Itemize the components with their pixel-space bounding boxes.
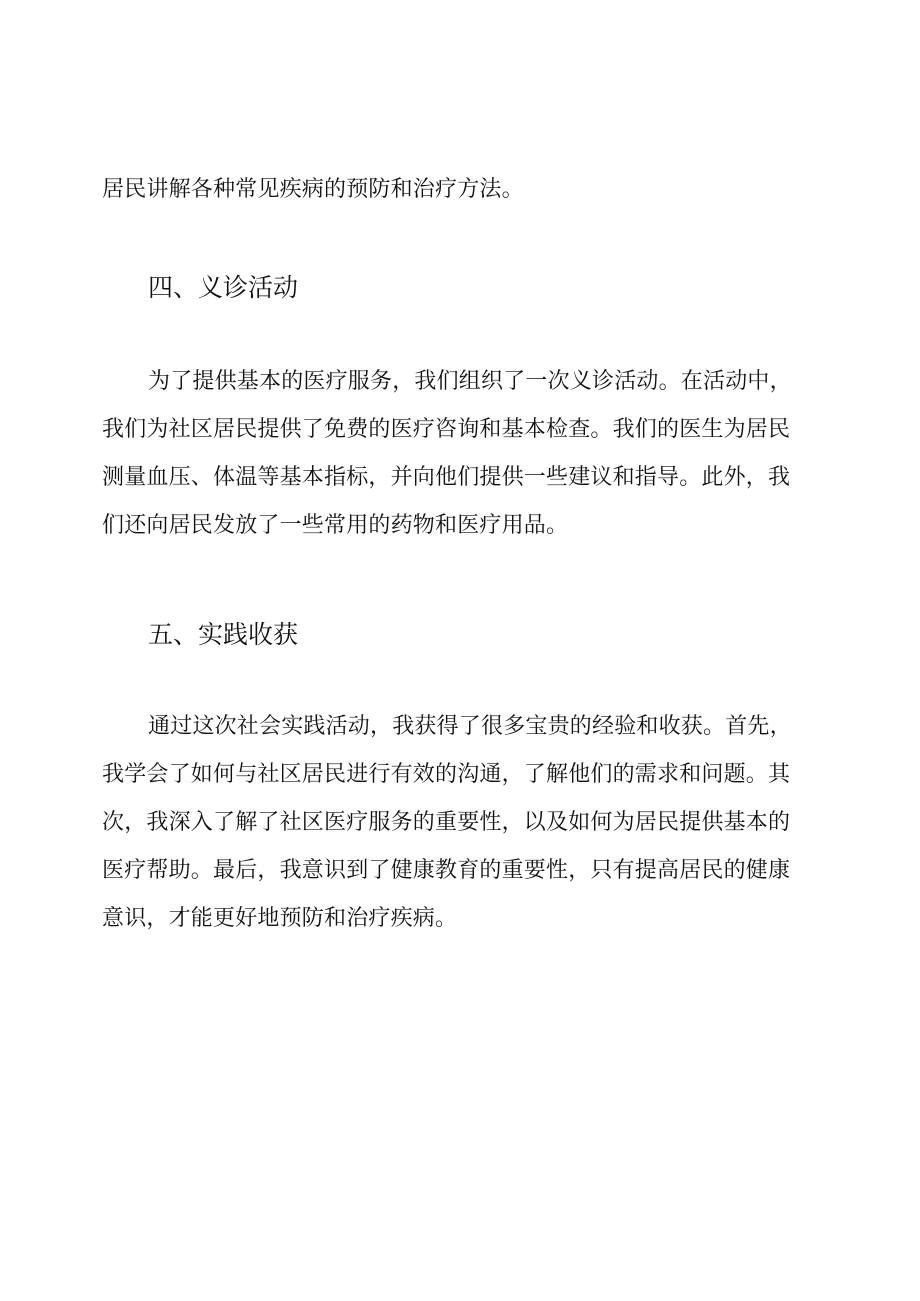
- section-5-paragraph-line: 意识，才能更好地预防和治疗疾病。: [102, 906, 458, 931]
- section-5-heading: 五、实践收获: [148, 620, 299, 649]
- section-4-heading: 四、义诊活动: [148, 273, 299, 302]
- section-4-paragraph-line: 我们为社区居民提供了免费的医疗咨询和基本检查。我们的医生为居民: [102, 417, 791, 442]
- section-4-paragraph-line: 们还向居民发放了一些常用的药物和医疗用品。: [102, 513, 569, 538]
- section-5-paragraph-line: 我学会了如何与社区居民进行有效的沟通，了解他们的需求和问题。其: [102, 762, 791, 787]
- section-4-paragraph-line: 为了提供基本的医疗服务，我们组织了一次义诊活动。在活动中，: [148, 369, 792, 394]
- section-5-paragraph-line: 次，我深入了解了社区医疗服务的重要性，以及如何为居民提供基本的: [102, 810, 791, 835]
- section-5-paragraph-line: 医疗帮助。最后，我意识到了健康教育的重要性，只有提高居民的健康: [102, 858, 791, 883]
- section-5-paragraph-line: 通过这次社会实践活动，我获得了很多宝贵的经验和收获。首先，: [148, 714, 792, 739]
- section-4-paragraph-line: 测量血压、体温等基本指标，并向他们提供一些建议和指导。此外，我: [102, 465, 791, 490]
- intro-paragraph-tail: 居民讲解各种常见疾病的预防和治疗方法。: [102, 177, 524, 202]
